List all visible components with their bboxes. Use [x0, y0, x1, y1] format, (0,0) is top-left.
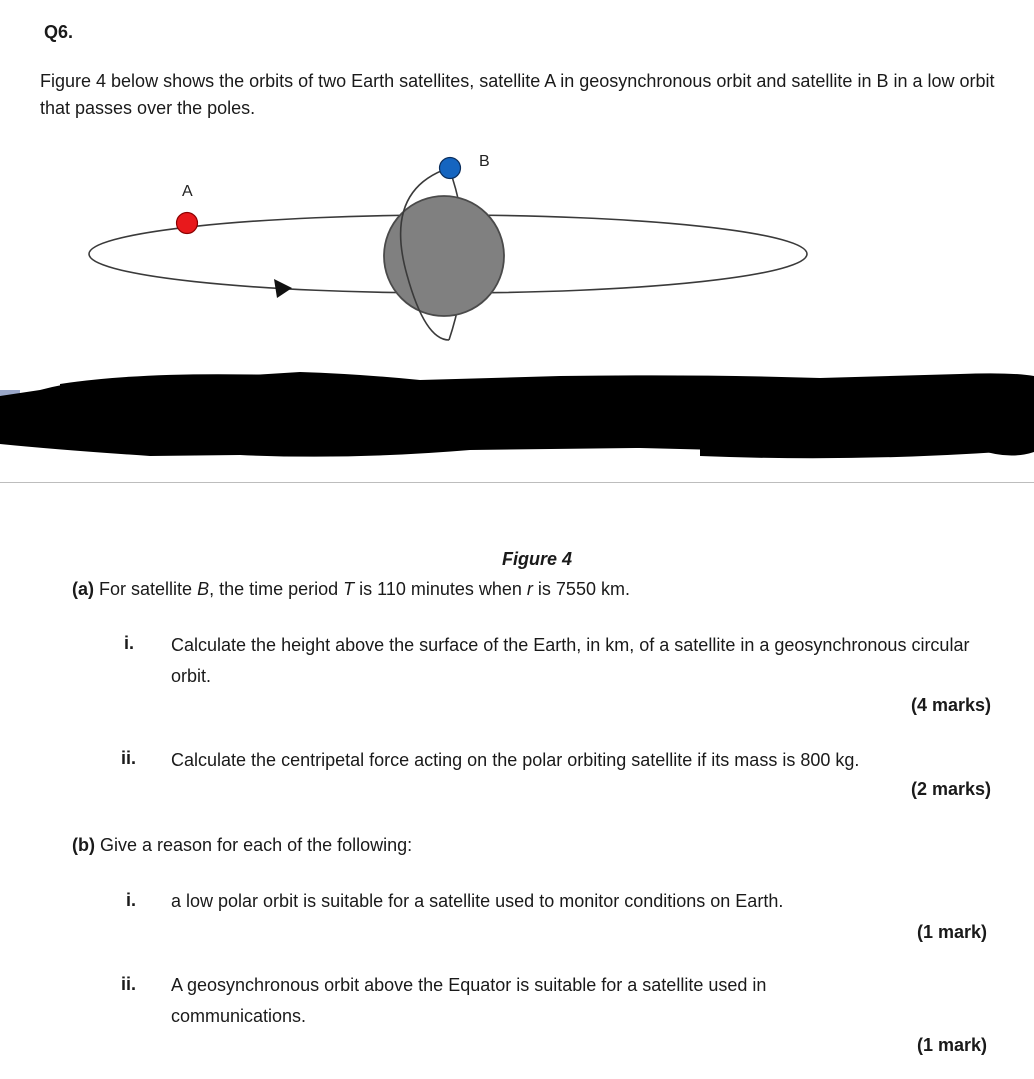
- part-a-ii-number: ii.: [121, 748, 137, 768]
- part-b-ii-number: ii.: [121, 974, 137, 994]
- part-b-label: (b): [72, 835, 95, 855]
- figure-caption: Figure 4: [501, 549, 572, 569]
- part-a-text-2: , the time period: [209, 579, 344, 599]
- orbit-diagram: [0, 140, 1034, 360]
- part-a-i-marks: (4 marks): [910, 695, 991, 715]
- orbit-direction-arrow-icon: [274, 279, 292, 298]
- part-a-text-3: is 110 minutes when: [354, 579, 527, 599]
- redaction-scribble: [0, 368, 1034, 468]
- part-a-ii-marks: (2 marks): [910, 779, 991, 799]
- satellite-a: [177, 213, 198, 234]
- part-a-text-1: For satellite: [99, 579, 198, 599]
- question-intro: Figure 4 below shows the orbits of two Earth satellites, satellite A in geosynchronous orbit and satellite in B in a low orbit that passes over the poles.: [40, 71, 995, 118]
- part-b-i-marks: (1 mark): [916, 922, 987, 942]
- satellite-b-label: B: [479, 153, 490, 170]
- part-b-i-text: a low polar orbit is suitable for a satellite used to monitor conditions on Earth.: [171, 891, 784, 911]
- part-a-var-b: B: [197, 579, 210, 599]
- part-b-statement: [72, 832, 412, 858]
- part-b-i-number: i.: [126, 890, 137, 910]
- part-b-ii-marks: (1 mark): [916, 1035, 987, 1055]
- part-a-label: (a): [72, 579, 94, 599]
- part-a-var-r: r: [526, 579, 533, 599]
- part-b-text: Give a reason for each of the following:: [100, 835, 413, 855]
- satellite-b: [440, 158, 461, 179]
- part-a-ii-text: Calculate the centripetal force acting on the polar orbiting satellite if its mass is 800 kg.: [171, 750, 860, 770]
- part-b-ii-text: A geosynchronous orbit above the Equator is suitable for a satellite used in communications.: [171, 975, 767, 1026]
- question-number: Q6.: [44, 22, 74, 42]
- part-a-statement: [72, 576, 630, 602]
- part-a-var-t: T: [343, 579, 355, 599]
- part-a-text-4: is 7550 km.: [532, 579, 630, 599]
- section-divider: [0, 482, 1034, 483]
- part-a-i-number: i.: [124, 633, 135, 653]
- satellite-a-label: A: [182, 183, 193, 200]
- part-a-i-text: Calculate the height above the surface of the Earth, in km, of a satellite in a geosynchronous circular orbit.: [171, 635, 970, 686]
